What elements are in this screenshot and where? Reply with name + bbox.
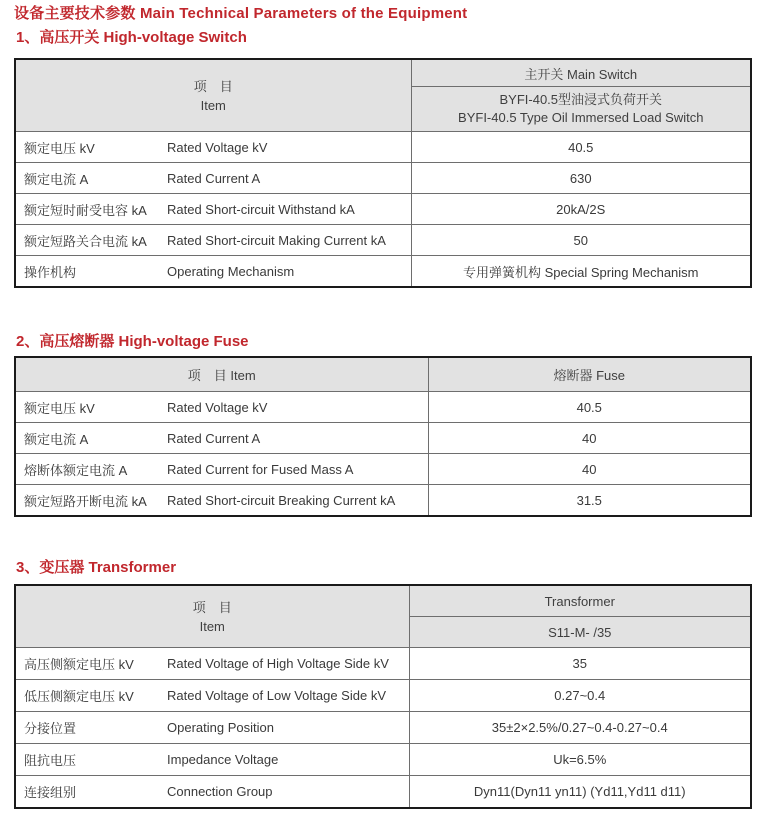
item-header-cell	[15, 59, 411, 132]
header-row	[15, 585, 751, 617]
value-cell: 0.27~0.4	[409, 680, 751, 712]
value-cell: Dyn11(Dyn11 yn11) (Yd11,Yd11 d11)	[409, 776, 751, 809]
item-cell	[15, 454, 428, 485]
item-label-zh: 操作机构	[24, 264, 77, 280]
value-cell: 40.5	[411, 132, 751, 163]
table-row	[15, 423, 751, 454]
item-label-en: Operating Mechanism	[167, 263, 295, 279]
value-cell: 专用弹簧机构 Special Spring Mechanism	[411, 256, 751, 288]
table-row	[15, 454, 751, 485]
section-heading-transformer: 3、变压器 Transformer	[16, 559, 177, 576]
table-row	[15, 712, 751, 744]
item-label-en: Rated Short-circuit Withstand kA	[167, 201, 355, 217]
item-cell	[15, 225, 411, 256]
item-label-en: Rated Current for Fused Mass A	[167, 461, 354, 477]
item-label-zh: 低压侧额定电压 kV	[24, 689, 134, 704]
item-cell	[15, 392, 428, 423]
item-label-zh: 高压侧额定电压 kV	[24, 657, 134, 672]
item-label-en: Rated Voltage kV	[167, 139, 268, 155]
fuse-header-cell: 熔断器 Fuse	[428, 357, 751, 392]
item-label-en: Rated Short-circuit Making Current kA	[167, 232, 386, 248]
item-label-zh: 额定短路关合电流 kA	[24, 233, 147, 249]
value-cell: 35	[409, 648, 751, 680]
main-switch-header-cell: 主开关 Main Switch	[411, 59, 751, 87]
switch-model-en: BYFI-40.5 Type Oil Immersed Load Switch	[458, 110, 704, 125]
item-label-en: Connection Group	[167, 784, 273, 799]
item-cell	[15, 680, 409, 712]
item-label-zh: 阻抗电压	[24, 753, 77, 768]
item-header-en: Item	[199, 618, 225, 634]
item-cell	[15, 485, 428, 517]
section-heading-high-voltage-switch: 1、高压开关 High-voltage Switch	[16, 29, 247, 46]
table-row	[15, 485, 751, 517]
item-label-zh: 额定短时耐受电容 kA	[24, 202, 147, 218]
item-cell	[15, 194, 411, 225]
section-heading-high-voltage-fuse: 2、高压熔断器 High-voltage Fuse	[16, 333, 249, 350]
item-cell	[15, 256, 411, 288]
table-row	[15, 744, 751, 776]
table-row	[15, 392, 751, 423]
item-cell	[15, 776, 409, 809]
value-cell: 31.5	[428, 485, 751, 517]
header-row	[15, 357, 751, 392]
item-label-en: Rated Current A	[167, 170, 261, 186]
item-label-zh: 额定电流 A	[24, 431, 89, 447]
value-cell: 35±2×2.5%/0.27~0.4-0.27~0.4	[409, 712, 751, 744]
item-label-en: Rated Current A	[167, 430, 261, 446]
item-cell	[15, 712, 409, 744]
table-row	[15, 776, 751, 809]
item-cell	[15, 744, 409, 776]
item-label-zh: 额定电压 kV	[24, 140, 95, 156]
item-header-cell: 项 目 Item	[15, 357, 428, 392]
item-header-zh: 项 目	[192, 599, 232, 615]
table-row	[15, 194, 751, 225]
item-cell	[15, 648, 409, 680]
high-voltage-switch-table	[14, 58, 752, 288]
item-label-en: Operating Position	[167, 720, 274, 735]
value-cell: 20kA/2S	[411, 194, 751, 225]
item-header-en: Item	[200, 97, 226, 113]
page-title: 设备主要技术参数 Main Technical Parameters of the Equipment	[14, 5, 468, 22]
item-label-zh: 分接位置	[24, 721, 77, 736]
item-label-zh: 额定短路开断电流 kA	[24, 493, 147, 509]
table-row	[15, 648, 751, 680]
item-cell	[15, 163, 411, 194]
high-voltage-fuse-table	[14, 356, 752, 517]
table-row	[15, 680, 751, 712]
item-cell	[15, 423, 428, 454]
transformer-model-header-cell: S11-M- /35	[409, 617, 751, 648]
value-cell: Uk=6.5%	[409, 744, 751, 776]
item-label-en: Rated Voltage kV	[167, 399, 268, 415]
table-row	[15, 132, 751, 163]
table-row	[15, 225, 751, 256]
item-header-zh: 项 目	[193, 78, 233, 94]
switch-model-header-cell	[411, 87, 751, 132]
switch-model-zh: BYFI-40.5型油浸式负荷开关	[499, 92, 663, 107]
item-cell	[15, 132, 411, 163]
header-row	[15, 59, 751, 87]
transformer-table	[14, 584, 752, 809]
item-label-zh: 熔断体额定电流 A	[24, 462, 128, 478]
item-label-en: Rated Voltage of High Voltage Side kV	[167, 656, 389, 671]
transformer-header-cell: Transformer	[409, 585, 751, 617]
value-cell: 630	[411, 163, 751, 194]
table-row	[15, 256, 751, 288]
item-label-en: Impedance Voltage	[167, 752, 279, 767]
value-cell: 40	[428, 454, 751, 485]
item-label-zh: 连接组别	[24, 785, 77, 800]
item-label-en: Rated Short-circuit Breaking Current kA	[167, 492, 396, 508]
table-row	[15, 163, 751, 194]
value-cell: 40.5	[428, 392, 751, 423]
value-cell: 50	[411, 225, 751, 256]
value-cell: 40	[428, 423, 751, 454]
item-header-cell	[15, 585, 409, 648]
item-label-zh: 额定电压 kV	[24, 400, 95, 416]
item-label-zh: 额定电流 A	[24, 171, 89, 187]
item-label-en: Rated Voltage of Low Voltage Side kV	[167, 688, 386, 703]
